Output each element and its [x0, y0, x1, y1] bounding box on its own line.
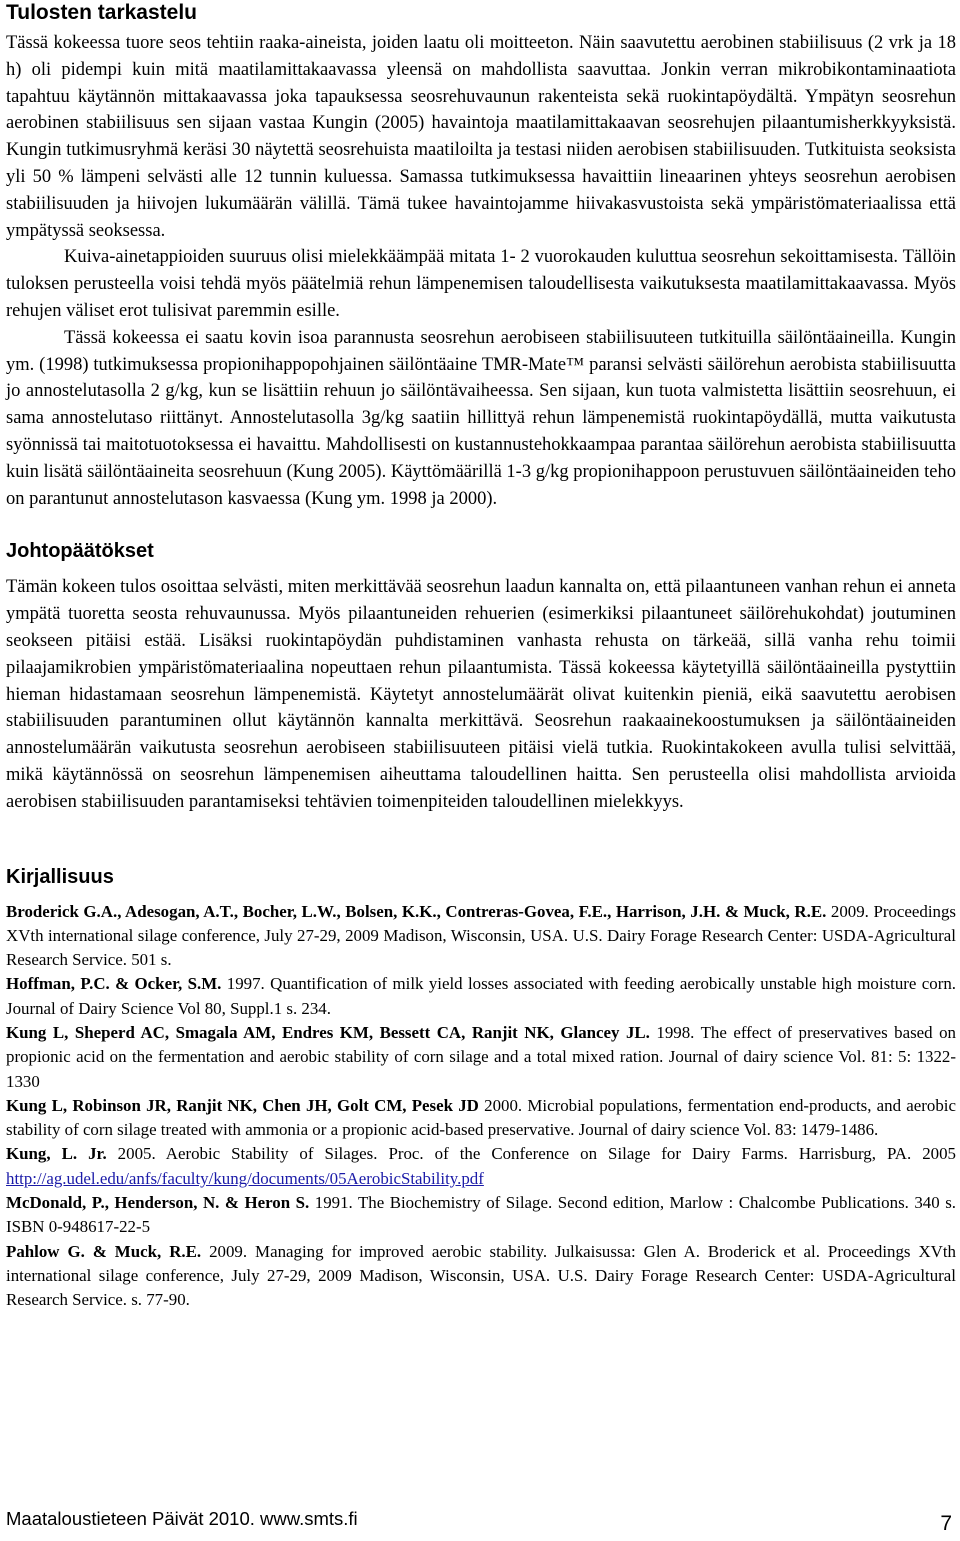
- paragraph-results-2: Kuiva-ainetappioiden suuruus olisi mielekkäämpää mitata 1- 2 vuorokauden kuluttua seosrehun sekoittamisesta. Tällöin tuloksen perusteella voisi tehdä myös päätelmiä rehun lämpenemisen taloudellisesta vaikutuksesta maatilamittakaavassa. Myös rehujen väliset erot tulisivat paremmin esille.: [6, 247, 956, 321]
- section-title-conclusions: Johtopäätökset: [6, 540, 154, 563]
- reference-authors: Kung L, Robinson JR, Ranjit NK, Chen JH, Golt CM, Pesek JD: [6, 1095, 479, 1115]
- reference-authors: Kung, L. Jr.: [6, 1144, 107, 1164]
- reference-details: 2005. Aerobic Stability of Silages. Proc. of the Conference on Silage for Dairy Farms. Harrisburg, PA. 2005: [106, 1144, 956, 1164]
- reference-details: 1991. The Biochemistry of Silage. Second edition, Marlow : Chalcombe Publications. 340 s. ISBN 0-948617-22-5: [6, 1193, 956, 1237]
- reference-details: 1997. Quantification of milk yield losses associated with feeding aerobically unstable high moisture corn. Journal of Dairy Science Vol 80, Suppl.1 s. 234.: [6, 974, 957, 1018]
- paragraph-results-3: Tässä kokeessa ei saatu kovin isoa parannusta seosrehun aerobiseen stabiilisuuteen tutkituilla säilöntäaineilla. Kungin ym. (1998) tutkimuksessa propionihappopohjainen säilöntäaine TMR-Mate™ paransi selvästi säilörehun aerobista stabiilisuutta jo annostelutasolla 2 g/kg, kun se lisättiin rehuun jo säilöntävaiheessa. Sen sijaan, kun tuota valmistetta lisättiin seosrehuun, ei sama annostelutaso riittänyt. Annostelutasolla 3g/kg saatiin hillittyä rehun lämpenemistä ruokintapöydällä, mutta vaikutusta syönnissä tai maitotuotoksessa ei havaittu. Mahdollisesti on kustannustehokkaampaa parantaa säilörehun aerobista stabiilisuutta kuin lisätä säilöntäaineita seosrehuun (Kung 2005). Käyttömäärillä 1-3 g/kg propionihappoon perustuvuen säilöntäaineiden teho on parantunut annostelutason kasvaessa (Kung ym. 1998 ja 2000).: [6, 327, 956, 509]
- paragraph-conclusions: Tämän kokeen tulos osoittaa selvästi, miten merkittävää seosrehun laadun kannalta on, että pilaantuneen vanhan rehun ei anneta ympätä tuoretta seosta rehuvaunussa. Myös pilaantuneiden rehuerien (esimerkiksi pilaantuneet säilörehukohdat) joutuminen seokseen pitäisi estää. Lisäksi ruokintapöydän puhdistaminen vanhasta rehusta on tärkeää, sillä vanha rehu toimii pilaajamikrobien ympäristömateriaalina nopeuttaen rehun pilaantumista. Tässä kokeessa käytetyillä säilöntäaineilla pystyttiin hieman hidastamaan seosrehun lämpenemistä. Käytetyt annostelumäärät olivat kuitenkin pieniä, eikä saavutettu aerobisen stabiilisuuden parantuminen ollut käytännön kannalta merkittävä. Seosrehun raakaainekoostumuksen ja säilöntäaineiden annostelumäärän vaikutusta seosrehun aerobiseen stabiilisuuteen pitäisi vielä tutkia. Ruokintakokeen avulla tulisi selvittää, mikä käytännössä on seosrehun lämpenemisen aiheuttama taloudellinen haitta. Sen perusteella olisi mahdollista arvioida aerobisen stabiilisuuden parantamiseksi tehtävien toimenpiteiden taloudellinen mielekkyys.: [6, 577, 956, 812]
- section-title-references: Kirjallisuus: [6, 865, 114, 888]
- reference-authors: McDonald, P., Henderson, N. & Heron S.: [6, 1193, 310, 1213]
- footer-conference-text: Maataloustieteen Päivät 2010. www.smts.fi: [6, 1508, 358, 1529]
- reference-item: [6, 1021, 956, 1094]
- reference-authors: Kung L, Sheperd AC, Smagala AM, Endres KM, Bessett CA, Ranjit NK, Glancey JL.: [6, 1023, 650, 1042]
- reference-item: [6, 900, 956, 973]
- page-number: 7: [940, 1512, 952, 1535]
- reference-item: [6, 1094, 956, 1143]
- reference-details: 2000. Microbial populations, fermentation end-products, and aerobic stability of corn silage treated with ammonia or a propionic acid-based preservative. Journal of dairy science Vol. 83: 1479-1486.: [6, 1095, 956, 1140]
- reference-url-link[interactable]: http://ag.udel.edu/anfs/faculty/kung/documents/05AerobicStability.pdf: [6, 1168, 484, 1188]
- reference-item: [6, 972, 956, 1021]
- reference-item: [6, 1142, 956, 1191]
- paragraph-results-1: Tässä kokeessa tuore seos tehtiin raaka-aineista, joiden laatu oli moitteeton. Näin saavutettu aerobinen stabiilisuus (2 vrk ja 18 h) oli pidempi kuin mitä maatilamittakaavassa yleensä on mahdollista saavuttaa. Jonkin verran mikrobikontaminaatiota tapahtuu käytännön mittakaavassa joka tapauksessa seosrehuvaunun rakenteista sekä ruokintapöydältä. Ympätyn seosrehun aerobinen stabiilisuus sen sijaan vastaa Kungin (2005) havaintoja maatilamittakaavan seosrehujen pilaantumisherkkyyksistä. Kungin tutkimusryhmä keräsi 30 näytettä seosrehuista maatiloilta ja testasi niiden aerobisen stabiilisuuden. Tutkituista seoksista yli 50 % lämpeni selvästi alle 12 tunnin kuluessa. Samassa tutkimuksessa havaittiin lineaarinen yhteys seosrehun aerobisen stabiilisuuden ja hiivojen lukumäärän välillä. Tämä tukee havaintojamme hiivakasvustoista sekä ympäristömateriaalissa että ympätyssä seoksessa.: [6, 33, 956, 241]
- reference-authors: Hoffman, P.C. & Ocker, S.M.: [6, 974, 222, 994]
- reference-authors: Broderick G.A., Adesogan, A.T., Bocher, L.W., Bolsen, K.K., Contreras-Govea, F.E., Harrison, J.H. & Muck, R.E.: [6, 901, 827, 921]
- reference-authors: Pahlow G. & Muck, R.E.: [6, 1241, 202, 1261]
- reference-details: 1998. The effect of preservatives based on propionic acid on the fermentation and aerobic stability of corn silage and a total mixed ration. Journal of dairy science Vol. 81: 5: 1322-1330: [6, 1023, 956, 1091]
- section-title-results-discussion: Tulosten tarkastelu: [6, 1, 197, 24]
- document-page: [6, 0, 956, 1313]
- reference-list: [6, 900, 956, 1313]
- reference-details: 2009. Managing for improved aerobic stability. Julkaisussa: Glen A. Broderick et al. Proceedings XVth international silage conference, July 27-29, 2009 Madison, Wisconsin, USA. U.S. Dairy Forage Research Center: USDA-Agricultural Research Service. s. 77-90.: [6, 1241, 956, 1310]
- reference-item: [6, 1240, 956, 1313]
- reference-item: [6, 1191, 956, 1240]
- reference-details: 2009. Proceedings XVth international silage conference, July 27-29, 2009 Madison, Wisconsin, USA. U.S. Dairy Forage Research Center: USDA-Agricultural Research Service. 501 s.: [6, 901, 956, 970]
